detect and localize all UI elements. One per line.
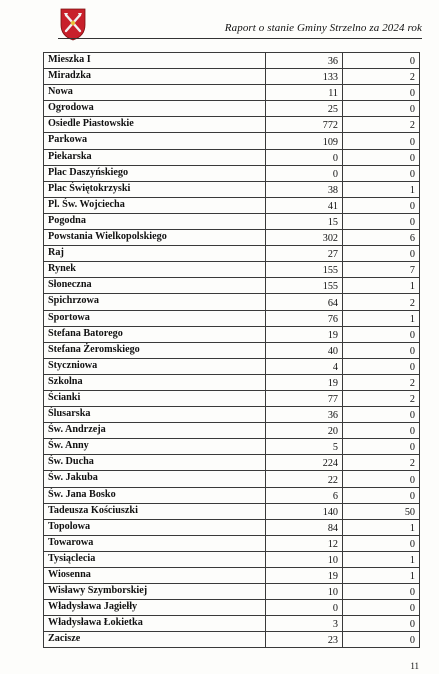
street-name-cell: Św. Jana Bosko	[44, 487, 266, 503]
street-name-cell: Topolowa	[44, 519, 266, 535]
street-name-cell: Tysiąclecia	[44, 551, 266, 567]
table-row	[44, 133, 420, 149]
table-row	[44, 487, 420, 503]
value-cell-1: 40	[266, 342, 343, 358]
table-row	[44, 69, 420, 85]
value-cell-1: 0	[266, 149, 343, 165]
table-row	[44, 632, 420, 648]
value-cell-2: 0	[343, 326, 420, 342]
value-cell-1: 84	[266, 519, 343, 535]
street-name-cell: Stefana Żeromskiego	[44, 342, 266, 358]
street-name-cell: Władysława Łokietka	[44, 616, 266, 632]
value-cell-2: 7	[343, 262, 420, 278]
street-name-cell: Plac Daszyńskiego	[44, 165, 266, 181]
table-row	[44, 471, 420, 487]
street-name-cell: Sportowa	[44, 310, 266, 326]
table-row	[44, 551, 420, 567]
table-row	[44, 149, 420, 165]
table-row	[44, 600, 420, 616]
value-cell-2: 6	[343, 230, 420, 246]
value-cell-1: 4	[266, 358, 343, 374]
value-cell-1: 25	[266, 101, 343, 117]
value-cell-1: 77	[266, 390, 343, 406]
table-row	[44, 407, 420, 423]
value-cell-1: 11	[266, 85, 343, 101]
table-row	[44, 568, 420, 584]
value-cell-2: 1	[343, 568, 420, 584]
value-cell-2: 0	[343, 471, 420, 487]
value-cell-2: 2	[343, 69, 420, 85]
street-name-cell: Plac Świętokrzyski	[44, 181, 266, 197]
table-row	[44, 230, 420, 246]
street-name-cell: Ogrodowa	[44, 101, 266, 117]
street-name-cell: Styczniowa	[44, 358, 266, 374]
table-row	[44, 165, 420, 181]
street-name-cell: Osiedle Piastowskie	[44, 117, 266, 133]
value-cell-1: 224	[266, 455, 343, 471]
table-row	[44, 262, 420, 278]
value-cell-1: 12	[266, 535, 343, 551]
value-cell-1: 38	[266, 181, 343, 197]
table-row	[44, 390, 420, 406]
value-cell-2: 2	[343, 294, 420, 310]
street-name-cell: Ścianki	[44, 390, 266, 406]
value-cell-1: 155	[266, 278, 343, 294]
value-cell-1: 36	[266, 407, 343, 423]
table-row	[44, 246, 420, 262]
street-name-cell: Rynek	[44, 262, 266, 278]
street-name-cell: Wisławy Szymborskiej	[44, 584, 266, 600]
value-cell-2: 50	[343, 503, 420, 519]
value-cell-2: 1	[343, 181, 420, 197]
table-row	[44, 101, 420, 117]
table-row	[44, 278, 420, 294]
value-cell-1: 5	[266, 439, 343, 455]
street-name-cell: Stefana Batorego	[44, 326, 266, 342]
table-row	[44, 53, 420, 69]
value-cell-1: 23	[266, 632, 343, 648]
value-cell-1: 76	[266, 310, 343, 326]
value-cell-2: 2	[343, 374, 420, 390]
value-cell-1: 0	[266, 165, 343, 181]
page-number: 11	[410, 661, 419, 671]
value-cell-1: 20	[266, 423, 343, 439]
value-cell-2: 0	[343, 535, 420, 551]
value-cell-1: 10	[266, 551, 343, 567]
street-name-cell: Św. Anny	[44, 439, 266, 455]
table-row	[44, 503, 420, 519]
value-cell-2: 1	[343, 278, 420, 294]
street-name-cell: Towarowa	[44, 535, 266, 551]
value-cell-2: 2	[343, 390, 420, 406]
value-cell-2: 0	[343, 133, 420, 149]
value-cell-2: 0	[343, 342, 420, 358]
value-cell-1: 109	[266, 133, 343, 149]
table-row	[44, 85, 420, 101]
street-name-cell: Pl. Św. Wojciecha	[44, 197, 266, 213]
value-cell-2: 0	[343, 85, 420, 101]
street-name-cell: Tadeusza Kościuszki	[44, 503, 266, 519]
table-row	[44, 117, 420, 133]
value-cell-1: 64	[266, 294, 343, 310]
street-name-cell: Św. Ducha	[44, 455, 266, 471]
street-name-cell: Ślusarska	[44, 407, 266, 423]
table-row	[44, 455, 420, 471]
value-cell-2: 1	[343, 551, 420, 567]
street-name-cell: Wiosenna	[44, 568, 266, 584]
value-cell-1: 302	[266, 230, 343, 246]
street-name-cell: Św. Andrzeja	[44, 423, 266, 439]
table-row	[44, 181, 420, 197]
street-statistics-table	[43, 52, 420, 648]
value-cell-2: 0	[343, 213, 420, 229]
value-cell-1: 0	[266, 600, 343, 616]
value-cell-1: 6	[266, 487, 343, 503]
table-row	[44, 342, 420, 358]
table-row	[44, 423, 420, 439]
value-cell-1: 3	[266, 616, 343, 632]
value-cell-1: 36	[266, 53, 343, 69]
value-cell-1: 27	[266, 246, 343, 262]
value-cell-2: 0	[343, 584, 420, 600]
street-name-cell: Parkowa	[44, 133, 266, 149]
value-cell-2: 0	[343, 246, 420, 262]
street-name-cell: Zacisze	[44, 632, 266, 648]
value-cell-1: 133	[266, 69, 343, 85]
table-row	[44, 439, 420, 455]
street-name-cell: Słoneczna	[44, 278, 266, 294]
value-cell-2: 0	[343, 101, 420, 117]
value-cell-1: 140	[266, 503, 343, 519]
street-name-cell: Nowa	[44, 85, 266, 101]
street-name-cell: Piekarska	[44, 149, 266, 165]
street-name-cell: Szkolna	[44, 374, 266, 390]
value-cell-1: 772	[266, 117, 343, 133]
table-row	[44, 535, 420, 551]
value-cell-1: 10	[266, 584, 343, 600]
street-name-cell: Powstania Wielkopolskiego	[44, 230, 266, 246]
value-cell-2: 0	[343, 53, 420, 69]
value-cell-2: 0	[343, 165, 420, 181]
value-cell-1: 22	[266, 471, 343, 487]
table-row	[44, 616, 420, 632]
value-cell-2: 2	[343, 117, 420, 133]
value-cell-1: 19	[266, 374, 343, 390]
street-name-cell: Raj	[44, 246, 266, 262]
coat-of-arms-icon	[59, 7, 87, 41]
table-row	[44, 358, 420, 374]
street-name-cell: Władysława Jagiełły	[44, 600, 266, 616]
value-cell-2: 0	[343, 616, 420, 632]
value-cell-2: 2	[343, 455, 420, 471]
value-cell-2: 0	[343, 197, 420, 213]
value-cell-2: 0	[343, 149, 420, 165]
street-name-cell: Miradzka	[44, 69, 266, 85]
value-cell-2: 1	[343, 310, 420, 326]
table-row	[44, 213, 420, 229]
value-cell-1: 15	[266, 213, 343, 229]
header-rule	[58, 38, 422, 39]
value-cell-1: 41	[266, 197, 343, 213]
value-cell-2: 0	[343, 423, 420, 439]
value-cell-2: 0	[343, 487, 420, 503]
value-cell-2: 1	[343, 519, 420, 535]
table-body	[44, 53, 420, 648]
value-cell-1: 155	[266, 262, 343, 278]
value-cell-2: 0	[343, 358, 420, 374]
table-row	[44, 326, 420, 342]
value-cell-2: 0	[343, 600, 420, 616]
table-row	[44, 294, 420, 310]
value-cell-2: 0	[343, 632, 420, 648]
value-cell-2: 0	[343, 407, 420, 423]
street-name-cell: Pogodna	[44, 213, 266, 229]
page-header-title: Raport o stanie Gminy Strzelno za 2024 rok	[224, 22, 422, 34]
value-cell-1: 19	[266, 568, 343, 584]
street-name-cell: Mieszka I	[44, 53, 266, 69]
street-name-cell: Św. Jakuba	[44, 471, 266, 487]
value-cell-1: 19	[266, 326, 343, 342]
table-row	[44, 310, 420, 326]
table-row	[44, 519, 420, 535]
table-row	[44, 374, 420, 390]
value-cell-2: 0	[343, 439, 420, 455]
table-row	[44, 584, 420, 600]
table-row	[44, 197, 420, 213]
street-name-cell: Spichrzowa	[44, 294, 266, 310]
